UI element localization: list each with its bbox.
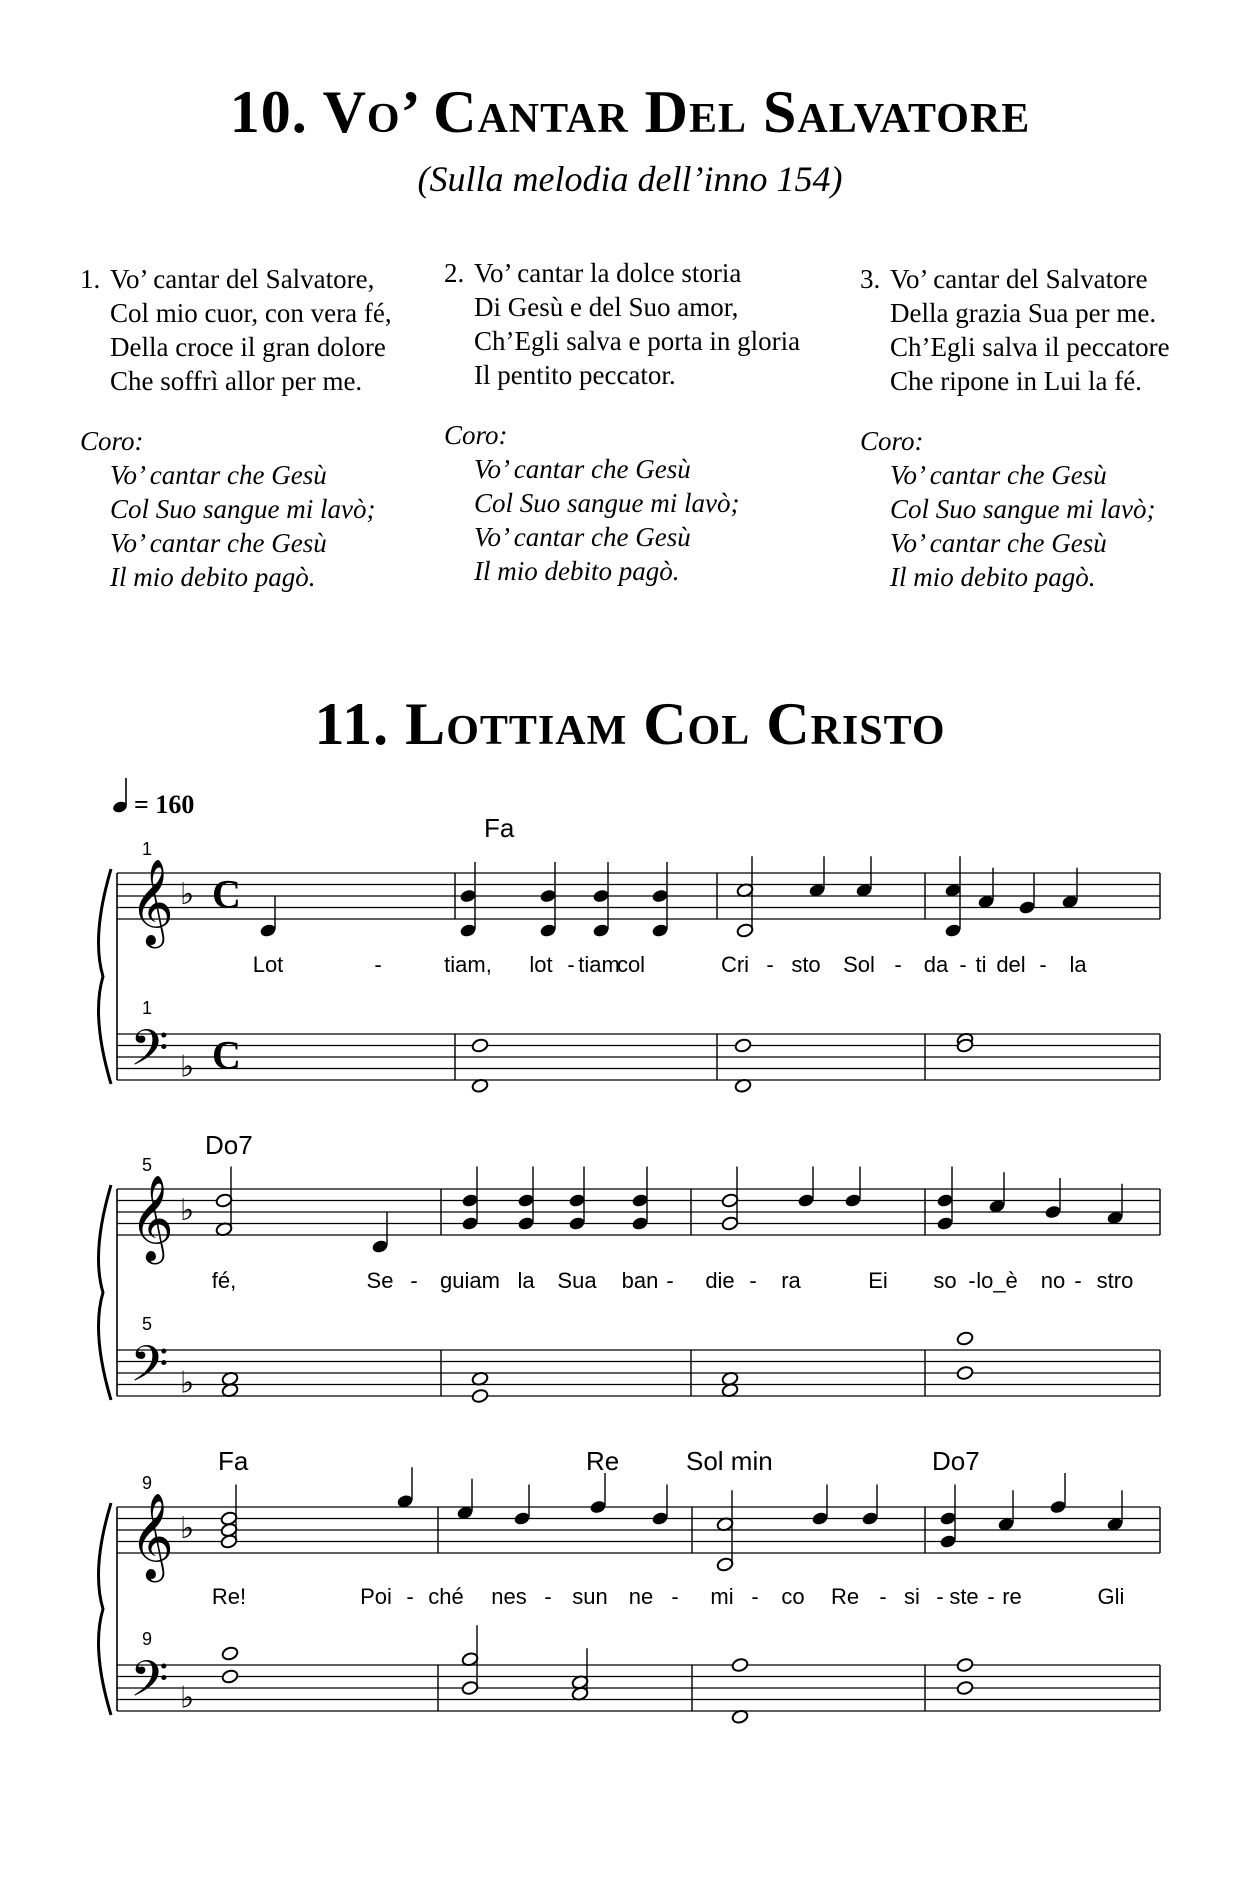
note-head	[1044, 1204, 1062, 1219]
common-time: C	[212, 1032, 241, 1078]
note-head	[721, 1193, 739, 1208]
verse-line: Vo’ cantar la dolce storia	[474, 258, 742, 288]
tempo-marking	[112, 778, 195, 819]
chorus-line: Il mio debito pagò.	[474, 556, 680, 586]
lyric-syllable: lo_è	[976, 1268, 1018, 1293]
chorus-label: Coro:	[860, 426, 924, 456]
note-head	[936, 1193, 954, 1208]
chorus-line: Vo’ cantar che Gesù	[110, 460, 327, 490]
note-head	[736, 923, 754, 938]
note-head	[459, 888, 477, 903]
lyric-syllable: -	[410, 1268, 418, 1293]
chord-symbol: Re	[586, 1446, 620, 1476]
lyric-syllable: -	[766, 952, 774, 977]
lyric-syllable: re	[1002, 1584, 1022, 1609]
lyric-syllable: ban	[621, 1268, 659, 1293]
hymn-10-title: 10. Vo’ Cantar Del Salvatore	[229, 79, 1031, 145]
note-head	[461, 1193, 479, 1208]
note-head	[459, 923, 477, 938]
lyric-syllable: Cri	[720, 952, 750, 977]
note-head	[731, 1657, 749, 1672]
note-head	[568, 1193, 586, 1208]
chorus-line: Vo’ cantar che Gesù	[474, 454, 691, 484]
lyric-syllable: guiam	[440, 1268, 500, 1293]
lyric-syllable: mi	[710, 1584, 734, 1609]
note-head	[220, 1511, 238, 1526]
bass-staff	[117, 1034, 1160, 1080]
flat-key-signature: ♭	[180, 1511, 195, 1546]
brace	[99, 1503, 112, 1715]
lyric-syllable: sto	[791, 952, 821, 977]
lyric-syllable: fé,	[211, 1268, 237, 1293]
lyric-syllable: ne	[628, 1584, 654, 1609]
note-head	[956, 1680, 974, 1695]
lyric-syllable: da	[923, 952, 949, 977]
brace	[99, 869, 112, 1084]
lyric-syllable: no	[1040, 1268, 1066, 1293]
note-head	[956, 1657, 974, 1672]
verse-line: Di Gesù e del Suo amor,	[474, 292, 739, 322]
bass-clef: 𝄢	[130, 1019, 169, 1090]
chord-symbol: Fa	[218, 1446, 249, 1476]
measure-number: 5	[142, 1314, 153, 1334]
note-head	[716, 1557, 734, 1572]
note-head	[936, 1216, 954, 1231]
note-head	[215, 1193, 233, 1208]
music-system	[99, 1446, 1161, 1724]
lyric-syllable: Sua	[557, 1268, 597, 1293]
verse-line: Il pentito peccator.	[474, 360, 676, 390]
measure-number: 9	[142, 1629, 153, 1649]
note-head	[844, 1193, 862, 1208]
lyric-syllable: sun	[572, 1584, 608, 1609]
note-head	[734, 1038, 752, 1053]
note-head	[651, 1511, 669, 1526]
bass-staff	[117, 1665, 1160, 1711]
lyric-syllable: ché	[428, 1584, 464, 1609]
verse-line: Della croce il gran dolore	[110, 332, 386, 362]
flat-key-signature: ♭	[180, 1365, 195, 1401]
lyric-syllable: co	[781, 1584, 805, 1609]
lyric-syllable: col	[616, 952, 646, 977]
flat-key-signature: ♭	[180, 1193, 195, 1228]
chorus-line: Il mio debito pagò.	[110, 562, 316, 592]
note-head	[592, 923, 610, 938]
verse-line: Ch’Egli salva e porta in gloria	[474, 326, 801, 356]
note-head	[797, 1193, 815, 1208]
note-head	[861, 1511, 879, 1526]
lyric-syllable: -	[936, 1584, 944, 1609]
lyric-syllable: Ei	[868, 1268, 888, 1293]
note-head	[651, 923, 669, 938]
music-system	[99, 813, 1161, 1093]
lyric-syllable: -	[879, 1584, 887, 1609]
flat-key-signature: ♭	[180, 1680, 195, 1716]
verse-number: 3.	[860, 264, 881, 294]
flat-key-signature: ♭	[180, 1049, 195, 1085]
lyric-syllable: -	[374, 952, 382, 977]
lyric-syllable: -	[968, 1268, 976, 1293]
music-system	[99, 1130, 1161, 1406]
lyric-syllable: si	[904, 1584, 920, 1609]
treble-staff	[117, 1507, 1160, 1553]
lyric-syllable: stro	[1096, 1268, 1134, 1293]
treble-staff	[117, 873, 1160, 919]
hymn-10-subtitle: (Sulla melodia dell’inno 154)	[417, 159, 843, 199]
note-head	[589, 1499, 607, 1514]
lyric-syllable: tiam	[578, 952, 620, 977]
lyric-syllable: -	[666, 1268, 674, 1293]
lyric-syllable: Se	[366, 1268, 394, 1293]
note-head	[259, 923, 277, 938]
note-head	[471, 1388, 489, 1403]
lyric-syllable: ste	[949, 1584, 979, 1609]
lyric-syllable: ti	[975, 952, 987, 977]
lyric-syllable: so	[933, 1268, 957, 1293]
note-head	[513, 1511, 531, 1526]
chord-symbol: Sol min	[686, 1446, 773, 1476]
note-head	[956, 1365, 974, 1380]
common-time: C	[212, 871, 241, 917]
note-head	[944, 923, 962, 938]
brace	[99, 1185, 112, 1400]
lyric-syllable: -	[406, 1584, 414, 1609]
tempo-text: = 160	[134, 790, 195, 819]
treble-clef: 𝄞	[130, 1493, 174, 1579]
chorus-line: Col Suo sangue mi lavò;	[474, 488, 740, 518]
measure-number: 5	[142, 1155, 153, 1175]
lyric-syllable: die	[705, 1268, 735, 1293]
note-head	[471, 1038, 489, 1053]
note-head	[517, 1216, 535, 1231]
chord-symbol: Do7	[932, 1446, 980, 1476]
note-head	[651, 888, 669, 903]
lyric-syllable: -	[749, 1268, 757, 1293]
note-head	[721, 1216, 739, 1231]
measure-number: 1	[142, 998, 153, 1018]
verse-line: Che ripone in Lui la fé.	[890, 366, 1142, 396]
note-head	[461, 1680, 479, 1695]
note-head	[1018, 900, 1036, 915]
lyric-syllable: -	[751, 1584, 759, 1609]
note-head	[221, 1646, 239, 1661]
hymn-11-title: 11. Lottiam Col Cristo	[314, 691, 946, 757]
note-head	[631, 1216, 649, 1231]
note-head	[631, 1193, 649, 1208]
chord-symbol: Do7	[205, 1130, 253, 1160]
chord-symbol: Fa	[484, 813, 515, 843]
measure-number: 9	[142, 1473, 153, 1493]
lyric-syllable: la	[1069, 952, 1087, 977]
verse-line: Ch’Egli salva il peccatore	[890, 332, 1170, 362]
chorus-line: Vo’ cantar che Gesù	[890, 460, 1107, 490]
lyric-syllable: ra	[781, 1268, 801, 1293]
chorus-line: Il mio debito pagò.	[890, 562, 1096, 592]
bass-clef: 𝄢	[130, 1650, 169, 1721]
verse-number: 2.	[444, 258, 465, 288]
note-head	[539, 888, 557, 903]
lyric-syllable: -	[959, 952, 967, 977]
lyric-syllable: nes	[491, 1584, 527, 1609]
bass-clef: 𝄢	[130, 1335, 169, 1406]
chorus-line: Col Suo sangue mi lavò;	[890, 494, 1156, 524]
treble-clef: 𝄞	[130, 1175, 174, 1261]
notes	[259, 856, 1079, 1093]
lyric-syllable: -	[987, 1584, 995, 1609]
verse-line: Della grazia Sua per me.	[890, 298, 1157, 328]
lyric-syllable: -	[894, 952, 902, 977]
lyric-syllable: -	[544, 1584, 552, 1609]
lyric-syllable: del	[996, 952, 1026, 977]
treble-clef: 𝄞	[130, 859, 174, 945]
verse-line: Col mio cuor, con vera fé,	[110, 298, 392, 328]
note-head	[517, 1193, 535, 1208]
measure-number: 1	[142, 839, 153, 859]
chorus-line: Vo’ cantar che Gesù	[474, 522, 691, 552]
lyric-syllable: -	[1074, 1268, 1082, 1293]
chorus-label: Coro:	[444, 420, 508, 450]
lyric-syllable: Re!	[211, 1584, 247, 1609]
flat-key-signature: ♭	[180, 877, 195, 912]
verse-line: Vo’ cantar del Salvatore	[890, 264, 1148, 294]
chorus-line: Vo’ cantar che Gesù	[110, 528, 327, 558]
lyric-syllable: Sol	[843, 952, 875, 977]
lyric-syllable: -	[567, 952, 575, 977]
lyric-syllable: lot	[529, 952, 553, 977]
note-head	[592, 888, 610, 903]
lyric-syllable: Gli	[1097, 1584, 1125, 1609]
note-head	[221, 1669, 239, 1684]
lyric-syllable: -	[1039, 952, 1047, 977]
lyric-syllable: -	[671, 1584, 679, 1609]
chorus-label: Coro:	[80, 426, 144, 456]
bass-staff	[117, 1350, 1160, 1396]
verse-line: Che soffrì allor per me.	[110, 366, 363, 396]
lyric-syllable: Poi	[360, 1584, 392, 1609]
note-head	[939, 1511, 957, 1526]
note-head	[811, 1511, 829, 1526]
lyric-syllable: Re	[830, 1584, 860, 1609]
verse-number: 1.	[80, 264, 101, 294]
note-head	[461, 1216, 479, 1231]
chorus-line: Col Suo sangue mi lavò;	[110, 494, 376, 524]
lyric-syllable: la	[517, 1268, 535, 1293]
lyric-syllable: tiam,	[444, 952, 492, 977]
note-head	[939, 1534, 957, 1549]
note-head	[956, 1331, 974, 1346]
note-head	[1049, 1499, 1067, 1514]
lyric-syllable: Lot	[252, 952, 284, 977]
chorus-line: Vo’ cantar che Gesù	[890, 528, 1107, 558]
note-head	[371, 1239, 389, 1254]
note-head	[568, 1216, 586, 1231]
note-head	[539, 923, 557, 938]
verse-line: Vo’ cantar del Salvatore,	[110, 264, 375, 294]
